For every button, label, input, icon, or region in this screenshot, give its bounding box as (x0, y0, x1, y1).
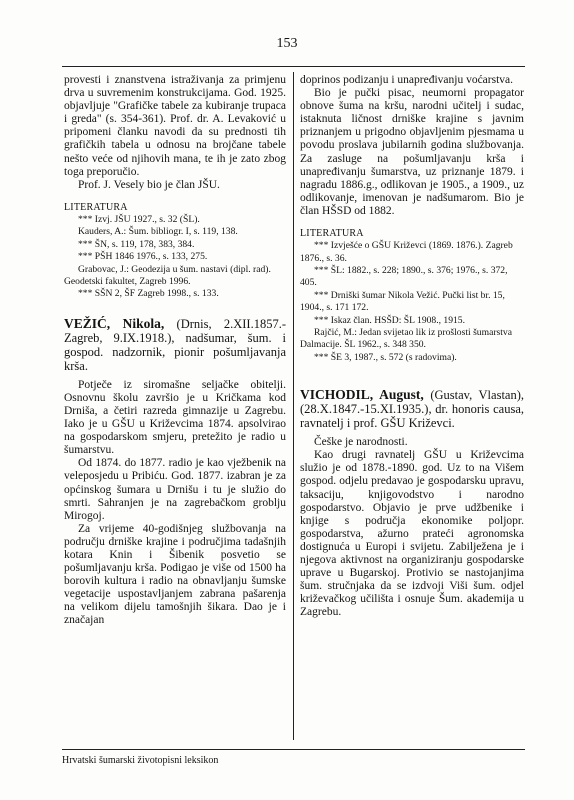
literature-heading: LITERATURA (300, 228, 364, 240)
literature-item: *** PŠH 1846 1976., s. 133, 275. (78, 251, 208, 263)
entry-name: VICHODIL, August, (300, 387, 424, 403)
literature-item: *** ŠN, s. 119, 178, 383, 384. (78, 238, 195, 250)
literature-item: *** ŠL: 1882., s. 228; 1890., s. 376; 1976., s. 372, 405. (300, 264, 508, 289)
entry-name: VEŽIĆ, Nikola, (64, 315, 165, 331)
literature-item: *** ŠE 3, 1987., s. 572 (s radovima). (314, 351, 457, 363)
continued-text: doprinos podizanju i unapređivanju voćarstva. (300, 74, 514, 86)
page-number: 153 (276, 36, 298, 51)
paragraph: Kao drugi ravnatelj GŠU u Križevcima služio je od 1878.-1890. god. Uz to na Višem gospod. odjelu predavao je gospodarsku upravu, taksaciju, knjigovodstvo i narodno gospodarstvo. Objavio je prve udžbenike i knjige s područja ekonomike poljopr. gospodarstva, ažurno prateći agronomska dostignuća u Europi i svijetu. Zabilježena je i njegova aktivnost na organiziranju gospodarske uprave u Bugarskoj. Protivio se nastojanjima šum. stručnjaka da se izdvoji Viši šum. odjel križevačkog učilišta i osnuje Šum. akademija u Zagrebu. (300, 449, 524, 619)
entry-details: (Drnis, 2.XII.1857.- Zagreb, 9.IX.1918.), nadšumar, šum. i gospod. nadzornik, pionir pošumljavanja krša. (64, 316, 286, 373)
literature-item: *** Izvješće o GŠU Križevci (1869. 1876.). Zagreb 1876., s. 36. (300, 240, 513, 264)
entry-details: (Gustav, Vlastan), (28.X.1847.-15.XI.1935.), dr. honoris causa, ravnatelj i prof. GŠU Križevci. (300, 388, 525, 431)
literature-item: *** SŠN 2, ŠF Zagreb 1998., s. 133. (78, 288, 219, 300)
literature-item: *** Izvj. JŠU 1927., s. 32 (ŠL). (78, 213, 200, 225)
header-rule (62, 66, 525, 67)
paragraph: Od 1874. do 1877. radio je kao vježbenik na veleposjedu u Pribiću. God. 1877. izabran je za općinskog šumara u Drnišu i tu je služio do smrti. Sahranjen je na zagrebačkom groblju Mirogoj. (64, 457, 286, 522)
literature-list (300, 240, 524, 364)
literature-item: Rajčić, M.: Jedan svijetao lik iz prošlosti šumarstva Dalmacije. ŠL 1962., s. 348 350. (300, 326, 512, 351)
literature-item: Kauders, A.: Šum. bibliogr. I, s. 119, 138. (78, 226, 238, 238)
literature-item: *** Drniški šumar Nikola Vežić. Pučki list br. 15, 1904., s. 171 172. (300, 289, 505, 314)
continued-text: provesti i znanstvena istraživanja za primjenu drva u suvremenim konstrukcijama. God. 1925. objavljuje "Grafičke tabele za kubiranje trupaca i greda" (s. 354-361). Prof. dr. A. Levaković u pripomeni članku navodi da su prednosti tih grafičkih tabela u odnosu na brojčane tabele nešto veće od njihovih mana, te ih je zato zbog toga preporučio. (64, 74, 286, 178)
footer-rule (62, 749, 525, 750)
paragraph: Potječe iz siromašne seljačke obitelji. Osnovnu školu završio je u Kričkama kod Drniša, a četiri razreda gimnazije u Zagrebu. Iako je u GŠU u Križevcima 1874. apsolvirao na gospodarskom smjeru, pretežito je radio u šumarstvu. (64, 378, 286, 457)
right-column (300, 74, 524, 620)
literature-item: *** Iskaz član. HSŠD: ŠL 1908., 1915. (314, 314, 466, 326)
literature-item: Grabovac, J.: Geodezija u šum. nastavi (dipl. rad). Geodetski fakultet, Zagreb 1996. (64, 263, 271, 287)
entry-heading-vezic (64, 317, 286, 373)
literature-list (64, 214, 286, 301)
paragraph: Češke je narodnosti. (314, 436, 408, 449)
membership-note: Prof. J. Vesely bio je član JŠU. (78, 178, 220, 191)
literature-heading: LITERATURA (64, 201, 128, 213)
left-column (64, 74, 286, 628)
paragraph: Za vrijeme 40-godišnjeg službovanja na području drniške krajine i područjima tadašnjih kotara Knin i Šibenik posvetio se pošumljavanju krša. Podigao je više od 1500 ha borovih kultura i radio na obnavljanju šumske vegetacije uspostavljanjem zabrana pašarenja na velikom dijelu tamošnjih šikara. Dao je i značajan (64, 522, 286, 627)
entry-heading-vichodil (300, 388, 524, 430)
paragraph: Bio je pučki pisac, neumorni propagator obnove šuma na kršu, narodni učitelj i sudac, istaknuta ličnost drniške krajine s javnim priznanjem u prigodno objavljenim pjesmama u povodu proslava jubilarnih godina službovanja. Za zasluge na pošumljavanju krša i unapređivanju šumarstva, uz priznanje 1879. i nagradu 1886.g., odlikovan je 1905., a 1909., uz odlikovanje, imenovan je nadšumarom. Bio je član HŠSD od 1882. (300, 87, 524, 217)
footer-title: Hrvatski šumarski životopisni leksikon (62, 755, 219, 766)
column-divider (293, 72, 294, 740)
